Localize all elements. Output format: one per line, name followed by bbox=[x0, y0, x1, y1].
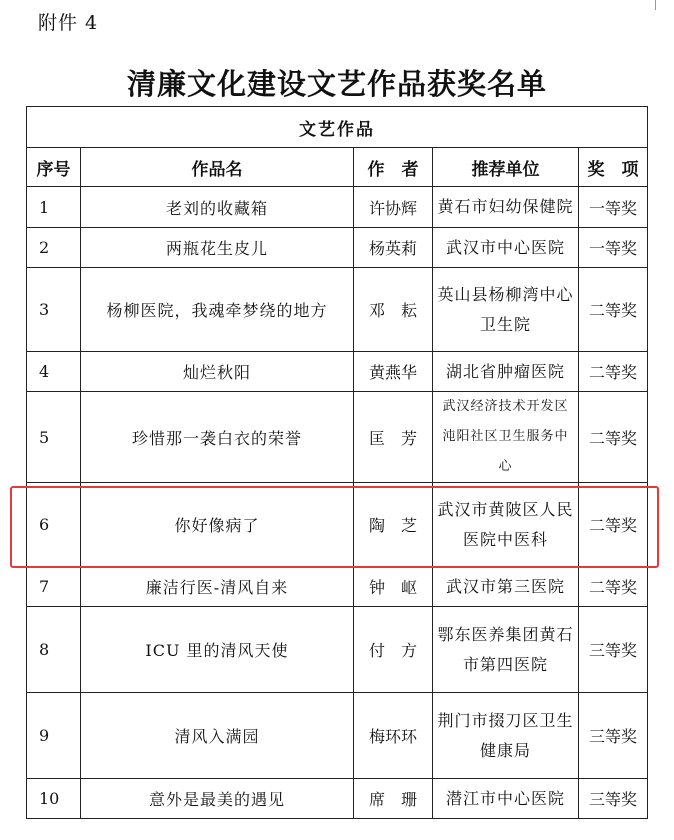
cell-work: 你好像病了 bbox=[81, 483, 354, 567]
cell-award: 二等奖 bbox=[579, 483, 648, 567]
cell-work: 老刘的收藏箱 bbox=[81, 187, 354, 228]
cell-num: 8 bbox=[27, 607, 81, 693]
cell-author: 黄燕华 bbox=[354, 352, 433, 392]
cell-work: 两瓶花生皮儿 bbox=[81, 228, 354, 268]
cell-author: 匡 芳 bbox=[354, 392, 433, 483]
cell-award: 二等奖 bbox=[579, 567, 648, 607]
table-row bbox=[27, 187, 648, 228]
cell-num: 5 bbox=[27, 392, 81, 483]
header-row bbox=[27, 148, 648, 187]
award-table bbox=[26, 106, 648, 819]
cell-work: 珍惜那一袭白衣的荣誉 bbox=[81, 392, 354, 483]
table-row bbox=[27, 392, 648, 483]
cell-award: 三等奖 bbox=[579, 779, 648, 819]
cell-work: 灿烂秋阳 bbox=[81, 352, 354, 392]
table-row bbox=[27, 352, 648, 392]
cell-award: 二等奖 bbox=[579, 392, 648, 483]
cell-award: 一等奖 bbox=[579, 187, 648, 228]
cell-author: 许协辉 bbox=[354, 187, 433, 228]
cell-author: 钟 岖 bbox=[354, 567, 433, 607]
cell-author: 席 珊 bbox=[354, 779, 433, 819]
cell-author: 陶 芝 bbox=[354, 483, 433, 567]
table-row bbox=[27, 779, 648, 819]
cell-award: 一等奖 bbox=[579, 228, 648, 268]
cell-unit: 鄂东医养集团黄石市第四医院 bbox=[433, 607, 579, 693]
cell-work: 清风入满园 bbox=[81, 693, 354, 779]
page-corner-mark bbox=[645, 0, 656, 10]
attachment-label: 附件 4 bbox=[38, 12, 99, 34]
table-row bbox=[27, 228, 648, 268]
cell-award: 二等奖 bbox=[579, 352, 648, 392]
document-title: 清廉文化建设文艺作品获奖名单 bbox=[126, 67, 547, 101]
section-title: 文艺作品 bbox=[27, 107, 648, 148]
cell-unit: 湖北省肿瘤医院 bbox=[433, 352, 579, 392]
cell-unit: 黄石市妇幼保健院 bbox=[433, 187, 579, 228]
cell-unit: 武汉经济技术开发区沌阳社区卫生服务中心 bbox=[433, 392, 579, 483]
cell-unit: 荆门市掇刀区卫生健康局 bbox=[433, 693, 579, 779]
cell-author: 杨英莉 bbox=[354, 228, 433, 268]
cell-unit: 英山县杨柳湾中心卫生院 bbox=[433, 268, 579, 352]
cell-unit: 潜江市中心医院 bbox=[433, 779, 579, 819]
cell-work: 杨柳医院，我魂牵梦绕的地方 bbox=[81, 268, 354, 352]
cell-num: 4 bbox=[27, 352, 81, 392]
cell-award: 二等奖 bbox=[579, 268, 648, 352]
cell-unit: 武汉市黄陂区人民医院中医科 bbox=[433, 483, 579, 567]
header-work: 作品名 bbox=[81, 148, 354, 187]
table-row bbox=[27, 607, 648, 693]
highlight-box bbox=[10, 486, 659, 568]
cell-unit: 武汉市第三医院 bbox=[433, 567, 579, 607]
cell-author: 付 方 bbox=[354, 607, 433, 693]
cell-num: 10 bbox=[27, 779, 81, 819]
cell-num: 2 bbox=[27, 228, 81, 268]
cell-work: 廉洁行医-清风自来 bbox=[81, 567, 354, 607]
cell-unit: 武汉市中心医院 bbox=[433, 228, 579, 268]
table-row bbox=[27, 268, 648, 352]
cell-award: 三等奖 bbox=[579, 607, 648, 693]
cell-num: 3 bbox=[27, 268, 81, 352]
cell-num: 7 bbox=[27, 567, 81, 607]
cell-award: 三等奖 bbox=[579, 693, 648, 779]
header-award: 奖 项 bbox=[579, 148, 648, 187]
header-author: 作 者 bbox=[354, 148, 433, 187]
header-unit: 推荐单位 bbox=[433, 148, 579, 187]
section-row bbox=[27, 107, 648, 148]
cell-num: 9 bbox=[27, 693, 81, 779]
cell-author: 梅环环 bbox=[354, 693, 433, 779]
header-num: 序号 bbox=[27, 148, 81, 187]
table-row bbox=[27, 693, 648, 779]
cell-author: 邓 耘 bbox=[354, 268, 433, 352]
table-row bbox=[27, 567, 648, 607]
cell-work: ICU 里的清风天使 bbox=[81, 607, 354, 693]
cell-num: 1 bbox=[27, 187, 81, 228]
cell-num: 6 bbox=[27, 483, 81, 567]
cell-work: 意外是最美的遇见 bbox=[81, 779, 354, 819]
